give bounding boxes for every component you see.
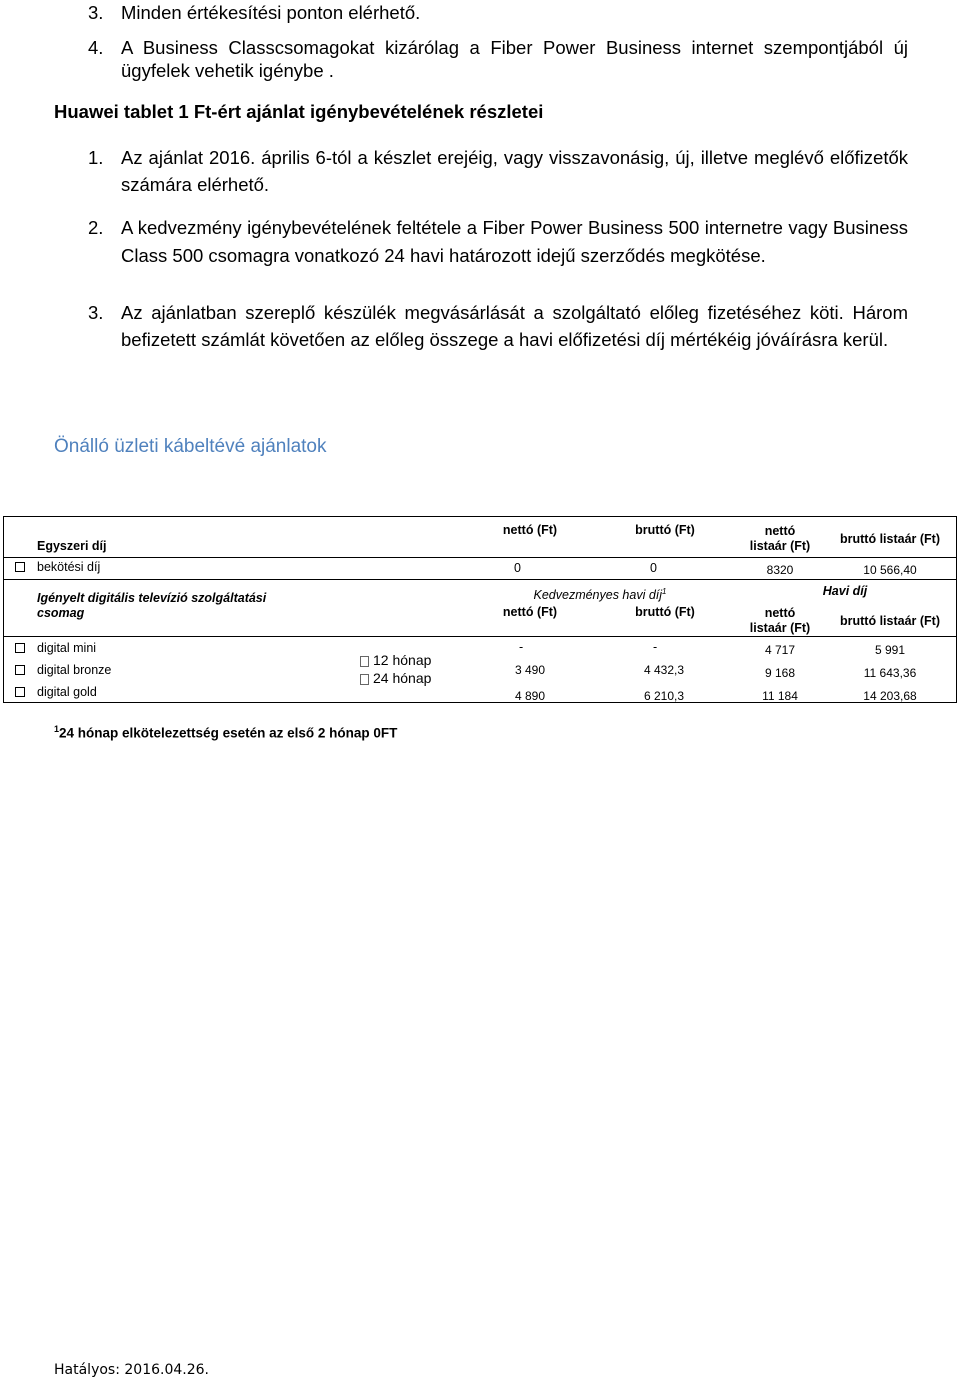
package-netto: 4 890: [515, 689, 546, 703]
package-brutto-list: 5 991: [874, 643, 906, 657]
list-item: [88, 0, 908, 26]
install-netto: 0: [514, 561, 521, 575]
list-item: [88, 36, 908, 82]
package-netto: -: [519, 640, 524, 654]
list-number: 3.: [88, 302, 104, 323]
footnote: [54, 724, 397, 741]
package-netto-list: 9 168: [764, 666, 796, 680]
digital-bronze-checkbox[interactable]: [15, 665, 25, 675]
header-netto-list-1: nettó: [764, 524, 796, 538]
row-divider: [3, 579, 957, 580]
header-netto: nettó (Ft): [502, 523, 558, 537]
package-netto-list: 11 184: [762, 689, 798, 703]
package-brutto: 6 210,3: [644, 689, 685, 703]
list-number: 2.: [88, 217, 104, 238]
package-label: Igényelt digitális televízió szolgáltatási csomag: [37, 591, 267, 620]
package-name: digital gold: [37, 685, 97, 699]
install-checkbox[interactable]: [15, 562, 25, 572]
digital-mini-checkbox[interactable]: [15, 643, 25, 653]
row-divider: [3, 636, 957, 637]
package-netto: 3 490: [515, 663, 546, 677]
footnote-marker: 1: [54, 724, 60, 734]
one-time-fee-label: Egyszeri díj: [37, 539, 107, 553]
header-netto-list-2b: listaár (Ft): [749, 621, 811, 635]
checkbox-icon: [360, 674, 369, 685]
checkbox-icon: [360, 656, 369, 667]
discount-footnote-marker: 1: [662, 587, 667, 596]
package-name: digital bronze: [37, 663, 112, 677]
install-brutto: 0: [650, 561, 657, 575]
list-item: [88, 144, 908, 198]
list-number: 4.: [88, 37, 104, 58]
list-text: Az ajánlat 2016. április 6-tól a készlet erejéig, vagy visszavonásig, új, illetve meglévő előfizetők számára elérhető.: [121, 147, 908, 195]
term-option-label: 12 hónap: [373, 652, 432, 668]
huawei-heading: Huawei tablet 1 Ft-ért ajánlat igénybevételének részletei: [54, 101, 544, 122]
list-text: A kedvezmény igénybevételének feltétele a Fiber Power Business 500 internetre vagy Business Class 500 csomagra vonatkozó 24 havi határozott idejű szerződés megkötése.: [121, 217, 908, 266]
effective-date: Hatályos: 2016.04.26.: [54, 1362, 209, 1378]
list-text: A Business Classcsomagokat kizárólag a Fiber Power Business internet szempontjából új ügyfelek vehetik igénybe .: [121, 37, 908, 81]
header-netto-2: nettó (Ft): [502, 605, 558, 619]
install-brutto-list: 10 566,40: [863, 563, 917, 577]
list-text: Az ajánlatban szereplő készülék megvásárlását a szolgáltató előleg fizetéséhez köti. Három befizetett számlát követően az előleg összege a havi előfizetési díj mértékéig jóváírásra kerül.: [121, 302, 908, 350]
monthly-label: Havi díj: [822, 584, 868, 598]
list-number: 1.: [88, 147, 104, 168]
header-netto-list-1b: nettó: [764, 606, 796, 620]
package-brutto-list: 11 643,36: [863, 666, 917, 680]
package-brutto-list: 14 203,68: [863, 689, 917, 703]
install-netto-list: 8320: [766, 563, 794, 577]
discount-label-text: Kedvezményes havi díj: [533, 588, 663, 603]
list-item: [88, 300, 908, 353]
header-netto-list-2: listaár (Ft): [749, 539, 811, 553]
term-option-24[interactable]: [360, 671, 431, 686]
term-option-12[interactable]: [360, 653, 431, 668]
footnote-text: 24 hónap elkötelezettség esetén az első 2 hónap 0FT: [59, 725, 398, 741]
package-name: digital mini: [37, 641, 97, 655]
section-title: Önálló üzleti kábeltévé ajánlatok: [54, 436, 327, 457]
list-text: Minden értékesítési ponton elérhető.: [121, 2, 421, 23]
row-divider: [3, 557, 957, 558]
header-brutto: bruttó (Ft): [635, 523, 695, 537]
header-brutto-list-2: bruttó listaár (Ft): [840, 614, 940, 628]
header-brutto-list: bruttó listaár (Ft): [840, 532, 940, 546]
install-label: bekötési díj: [37, 560, 101, 574]
list-number: 3.: [88, 2, 104, 23]
package-brutto: -: [653, 640, 658, 654]
header-brutto-2: bruttó (Ft): [635, 605, 695, 619]
package-netto-list: 4 717: [764, 643, 796, 657]
list-item: [88, 214, 908, 270]
term-option-label: 24 hónap: [373, 670, 432, 686]
package-brutto: 4 432,3: [644, 663, 685, 677]
digital-gold-checkbox[interactable]: [15, 687, 25, 697]
discount-label: [505, 584, 695, 603]
